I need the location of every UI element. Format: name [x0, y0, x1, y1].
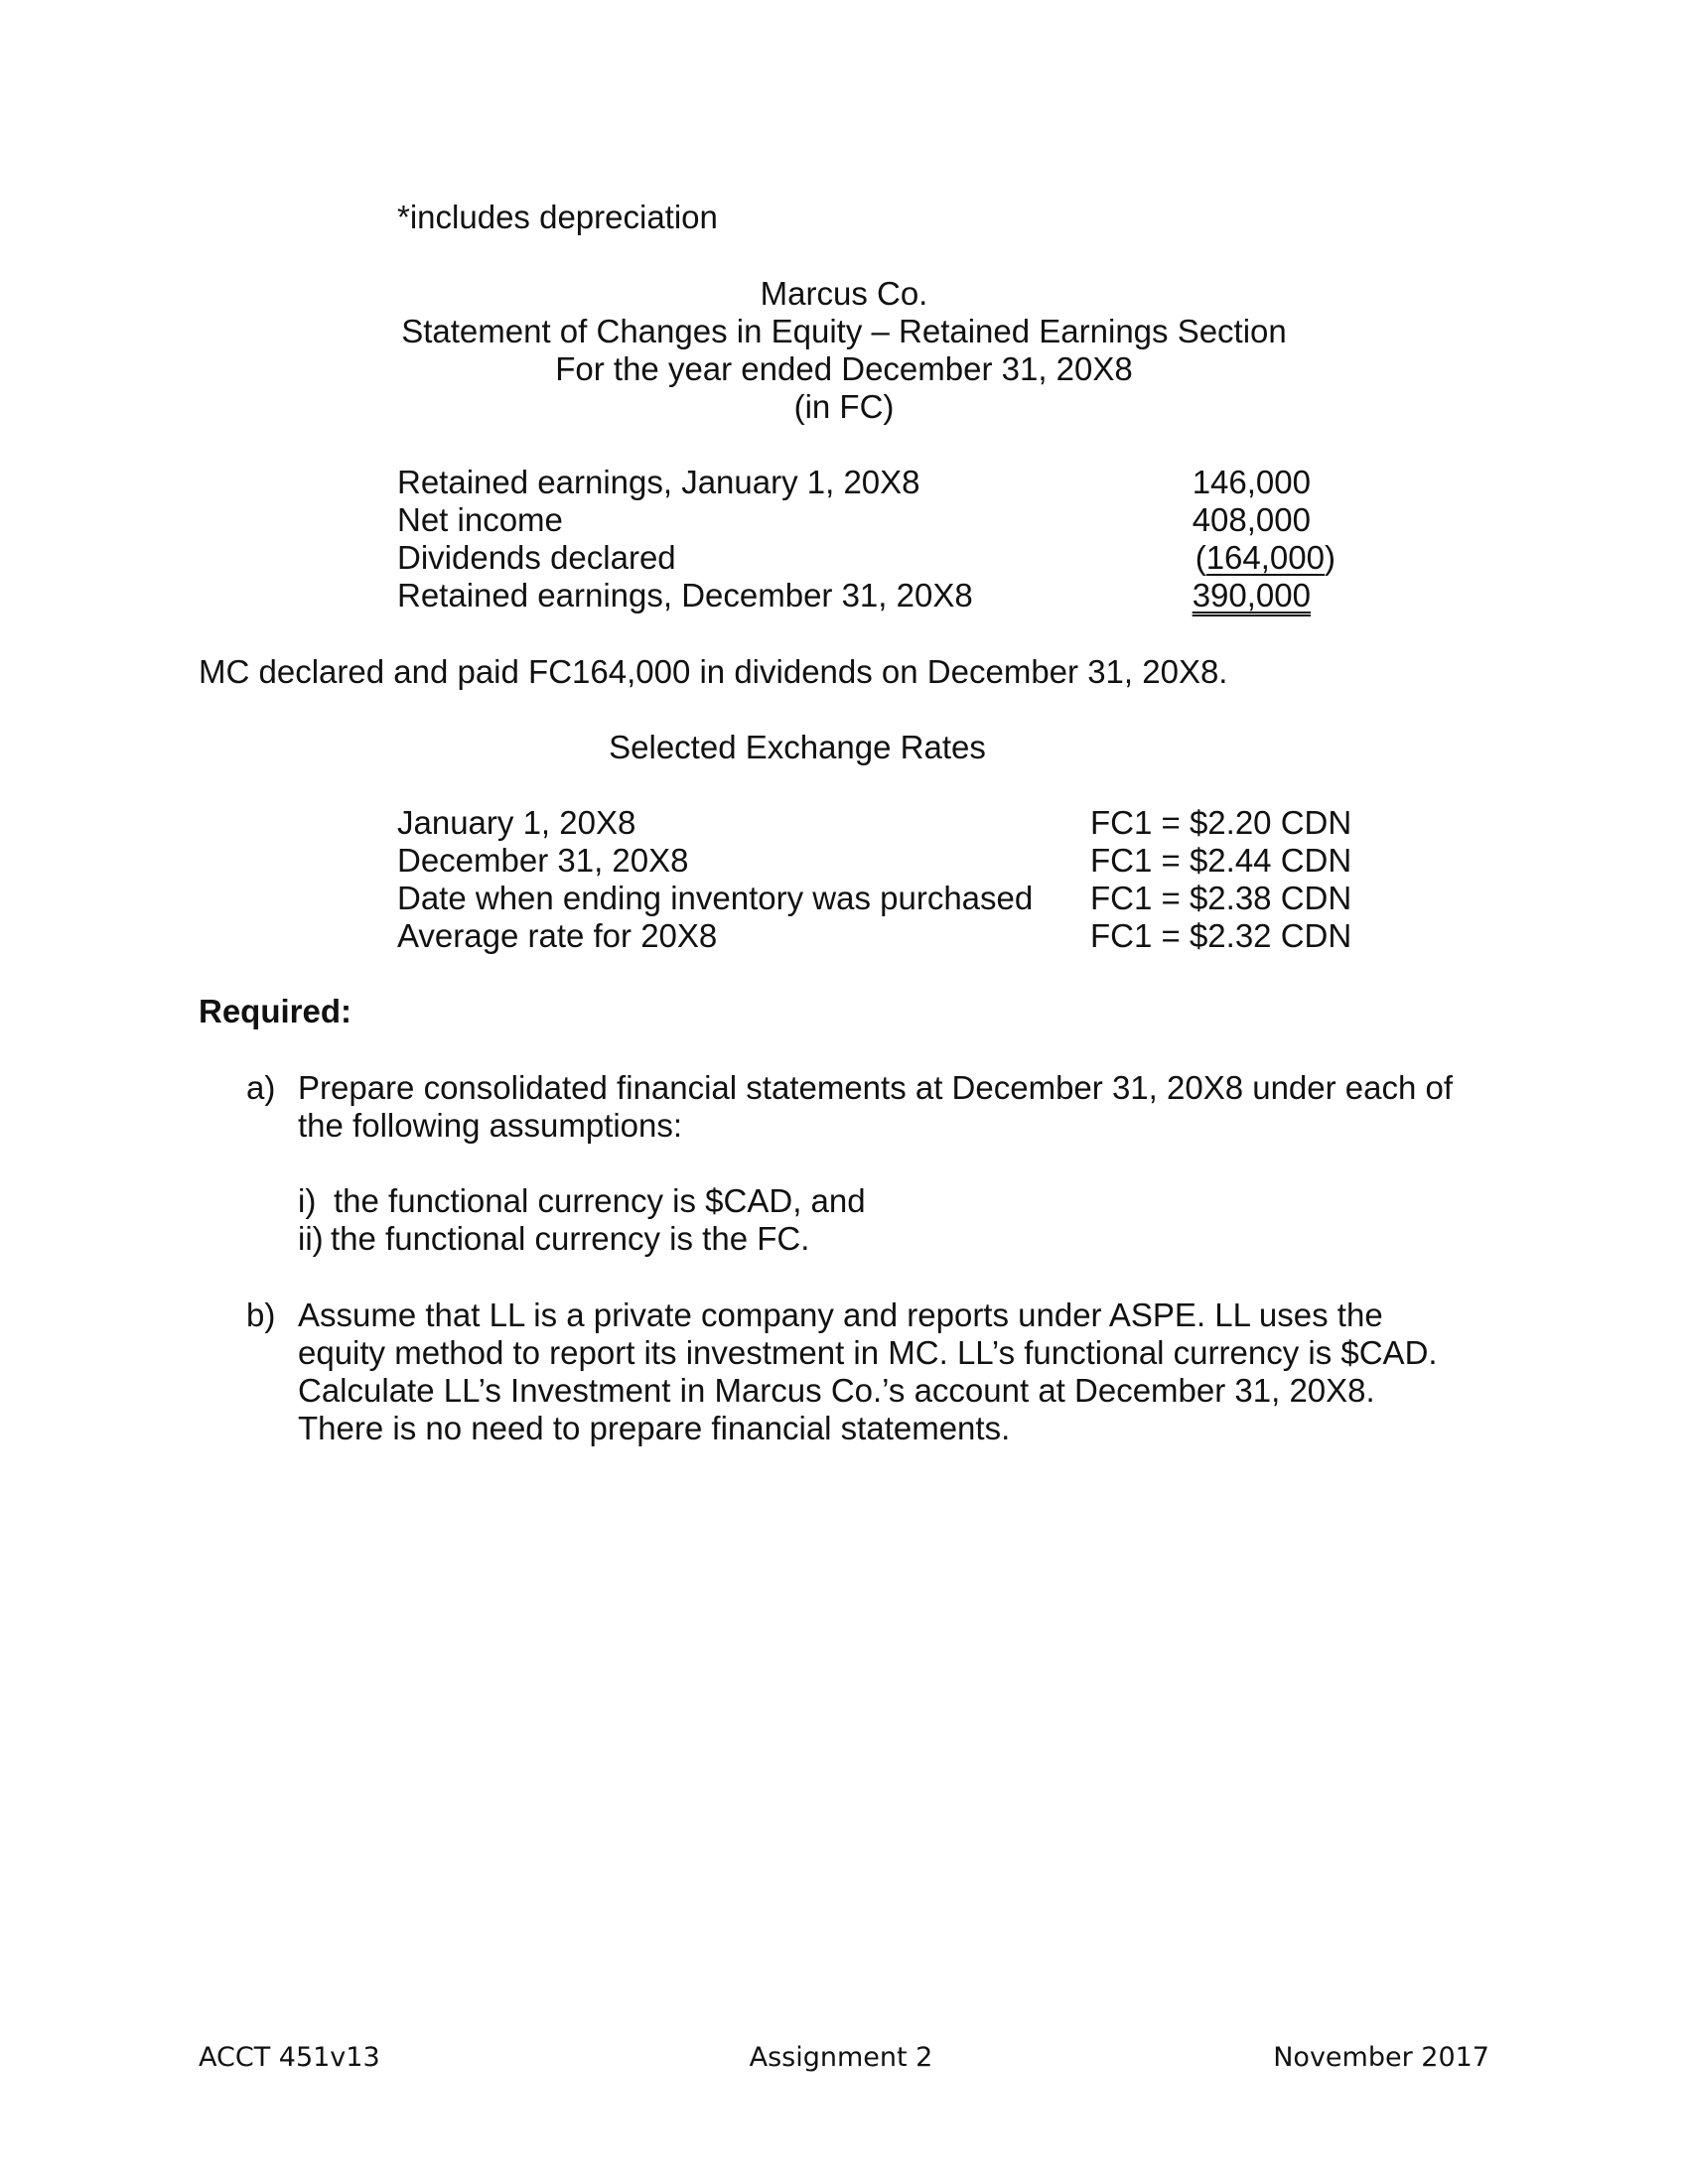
footer-assignment-text: Assignment 2: [749, 2042, 933, 2073]
net-income-label: Net income: [397, 501, 563, 538]
company-name: Marcus Co.: [760, 275, 928, 312]
statement-period: For the year ended December 31, 20X8: [555, 350, 1133, 387]
rate-jan1-value: FC1 = $2.20 CDN: [1090, 804, 1352, 841]
statement-currency: (in FC): [793, 388, 895, 425]
sub-item-i-text: the functional currency is $CAD, and: [334, 1182, 866, 1219]
rates-title: [397, 729, 1291, 766]
sub-item-ii-marker: ii): [298, 1220, 324, 1257]
item-b-line-3: Calculate LL’s Investment in Marcus Co.’s account at December 31, 20X8.: [298, 1372, 1375, 1409]
rate-average-value: FC1 = $2.32 CDN: [1090, 917, 1352, 954]
item-b-line-1: Assume that LL is a private company and reports under ASPE. LL uses the: [298, 1297, 1383, 1333]
item-b-line-4: There is no need to prepare financial statements.: [298, 1410, 1011, 1446]
rate-dec31-value: FC1 = $2.44 CDN: [1090, 842, 1352, 879]
rate-jan1-label: January 1, 20X8: [397, 804, 636, 841]
dividends-open-paren: (: [1195, 539, 1206, 576]
item-a-line-1: Prepare consolidated financial statements at December 31, 20X8 under each of: [298, 1069, 1454, 1106]
footer-date: November 2017: [1273, 2042, 1489, 2073]
item-a-line-2: the following assumptions:: [298, 1107, 683, 1144]
depreciation-note: *includes depreciation: [397, 199, 718, 235]
sub-item-i-marker: i): [298, 1182, 317, 1219]
dividend-note: MC declared and paid FC164,000 in dividends on December 31, 20X8.: [199, 653, 1228, 690]
dividends-value-group: [1196, 539, 1336, 577]
rate-inventory-value: FC1 = $2.38 CDN: [1090, 880, 1352, 916]
rate-dec31-label: December 31, 20X8: [397, 842, 689, 879]
rates-title-text: Selected Exchange Rates: [609, 729, 986, 765]
required-heading: Required:: [199, 993, 352, 1029]
re-opening-value: 146,000: [1192, 464, 1311, 500]
dividends-label: Dividends declared: [397, 539, 676, 576]
rate-average-label: Average rate for 20X8: [397, 917, 718, 954]
rate-inventory-label: Date when ending inventory was purchased: [397, 880, 1034, 916]
statement-title: Statement of Changes in Equity – Retained Earnings Section: [401, 313, 1287, 349]
dividends-value: 164,000: [1205, 539, 1325, 576]
dividends-close-paren: ): [1325, 539, 1336, 576]
net-income-value: 408,000: [1192, 501, 1311, 538]
item-a-marker: a): [246, 1069, 276, 1106]
re-closing-label: Retained earnings, December 31, 20X8: [397, 577, 973, 614]
re-opening-label: Retained earnings, January 1, 20X8: [397, 464, 920, 500]
sub-item-ii-text: the functional currency is the FC.: [331, 1220, 810, 1257]
item-b-marker: b): [246, 1297, 276, 1333]
item-b-line-2: equity method to report its investment in MC. LL’s functional currency is $CAD.: [298, 1334, 1438, 1371]
re-closing-value: 390,000: [1192, 577, 1311, 614]
footer-course: ACCT 451v13: [199, 2042, 380, 2073]
